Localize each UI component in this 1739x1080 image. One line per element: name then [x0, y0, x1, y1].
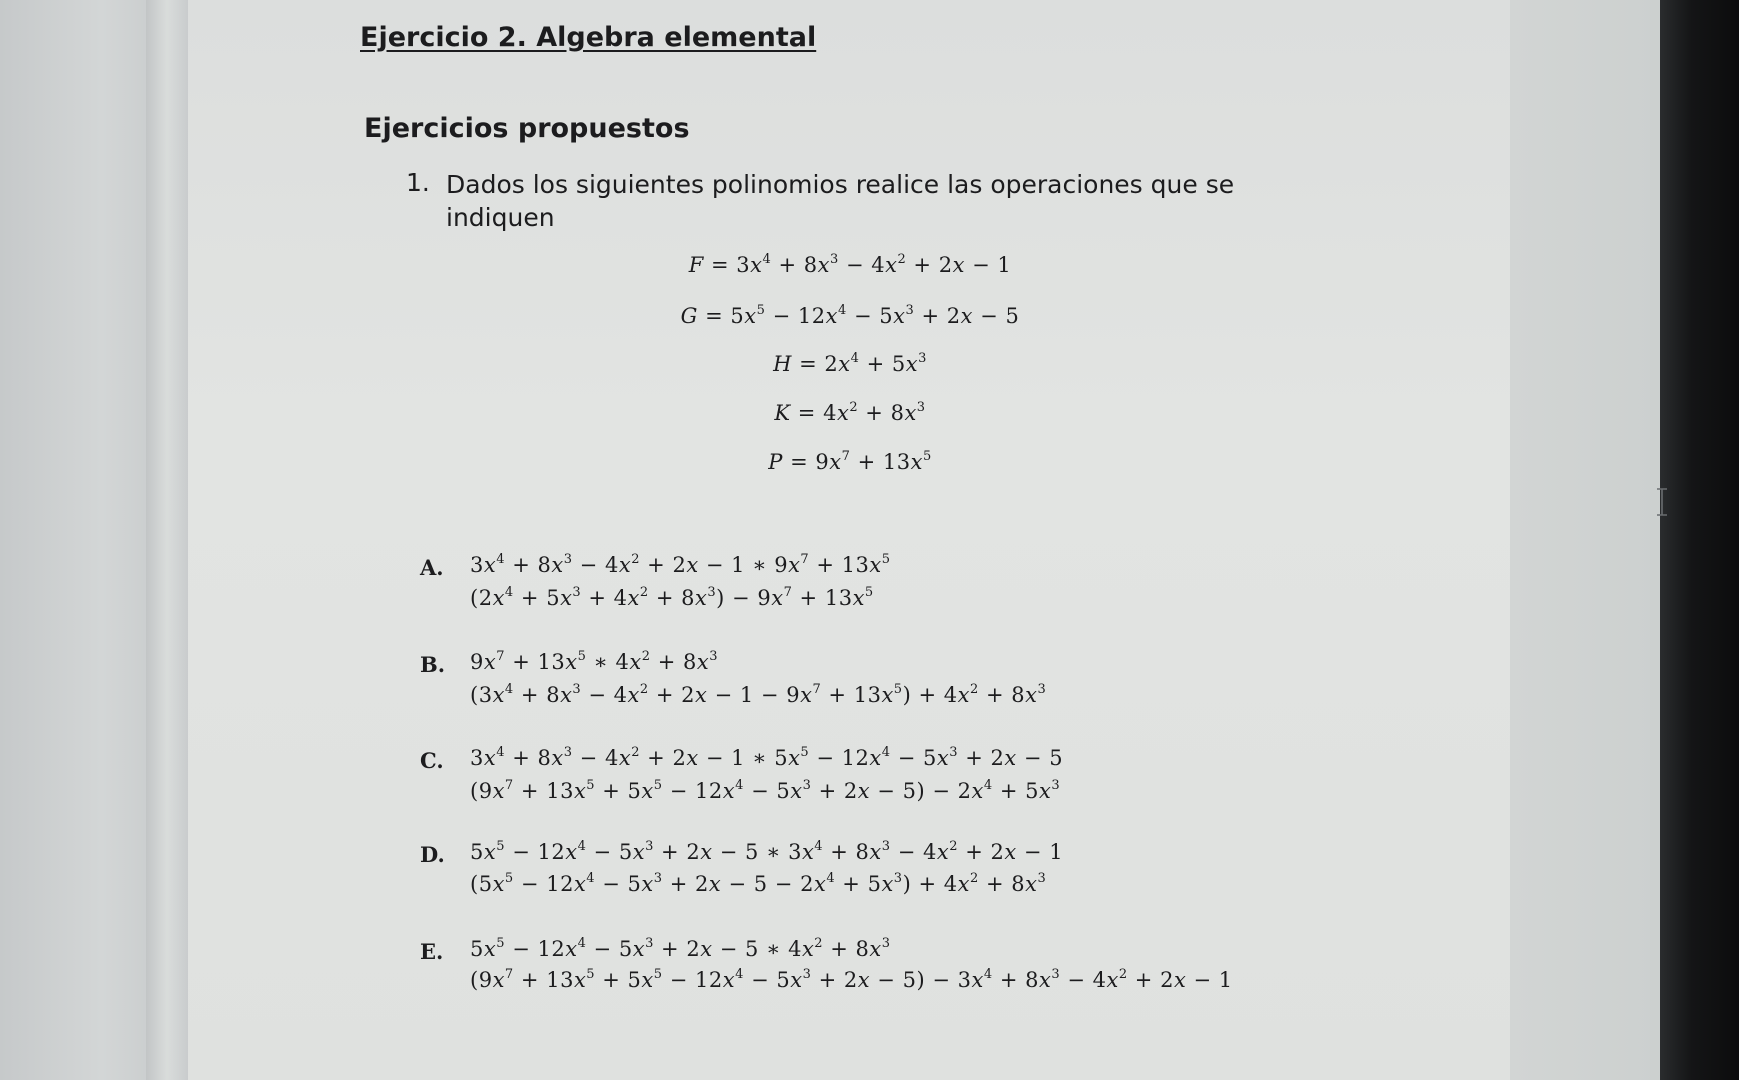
monitor-bezel — [1660, 0, 1739, 1080]
option-b-line-1: $9x^7 + 13x^5$ ∗ $4x^2 + 8x^3$ — [470, 649, 718, 674]
right-window-area — [1510, 0, 1660, 1080]
question-text: Dados los siguientes polinomios realice las operaciones que se indiquen — [446, 170, 1235, 232]
option-b-label: B. — [420, 652, 446, 677]
option-a-label: A. — [420, 555, 444, 580]
section-title: Ejercicios propuestos — [364, 113, 690, 144]
option-c-line-1: $3x^4 + 8x^3 - 4x^2 + 2x - 1$ ∗ $5x^5 - 12x^4 - 5x^3 + 2x - 5$ — [470, 745, 1064, 770]
definition-k: $K = 4x^2 + 8x^3$ — [774, 400, 926, 425]
definition-p: $P = 9x^7 + 13x^5$ — [768, 449, 932, 474]
option-e-label: E. — [420, 939, 444, 964]
option-e-line-2: $(9x^7 + 13x^5 + 5x^5 - 12x^4 - 5x^3 + 2x - 5) - 3x^4 + 8x^3 - 4x^2 + 2x - 1$ — [470, 967, 1233, 992]
option-d-line-1: $5x^5 - 12x^4 - 5x^3 + 2x - 5$ ∗ $3x^4 + 8x^3 - 4x^2 + 2x - 1$ — [470, 839, 1064, 864]
option-d-line-2: $(5x^5 - 12x^4 - 5x^3 + 2x - 5 - 2x^4 + 5x^3) + 4x^2 + 8x^3$ — [470, 871, 1047, 896]
definition-f: $F = 3x^4 + 8x^3 - 4x^2 + 2x - 1$ — [688, 252, 1012, 277]
left-page-edge — [146, 0, 188, 1080]
option-a-line-1: $3x^4 + 8x^3 - 4x^2 + 2x - 1$ ∗ $9x^7 + 13x^5$ — [470, 552, 891, 577]
option-e-line-1: $5x^5 - 12x^4 - 5x^3 + 2x - 5$ ∗ $4x^2 + 8x^3$ — [470, 936, 891, 961]
option-d-label: D. — [420, 842, 445, 867]
question-number: 1. — [406, 168, 430, 197]
option-c-line-2: $(9x^7 + 13x^5 + 5x^5 - 12x^4 - 5x^3 + 2x - 5) - 2x^4 + 5x^3$ — [470, 778, 1061, 803]
definition-h: $H = 2x^4 + 5x^3$ — [773, 351, 927, 376]
document-page — [188, 0, 1510, 1080]
page-title: Ejercicio 2. Algebra elemental — [360, 22, 817, 53]
definition-g: $G = 5x^5 - 12x^4 - 5x^3 + 2x - 5$ — [680, 303, 1020, 328]
option-b-line-2: $(3x^4 + 8x^3 - 4x^2 + 2x - 1 - 9x^7 + 13x^5) + 4x^2 + 8x^3$ — [470, 682, 1047, 707]
option-a-line-2: $(2x^4 + 5x^3 + 4x^2 + 8x^3) - 9x^7 + 13x^5$ — [470, 585, 874, 610]
text-cursor-icon — [1655, 488, 1669, 516]
left-window-area — [0, 0, 170, 1080]
option-c-label: C. — [420, 748, 444, 773]
